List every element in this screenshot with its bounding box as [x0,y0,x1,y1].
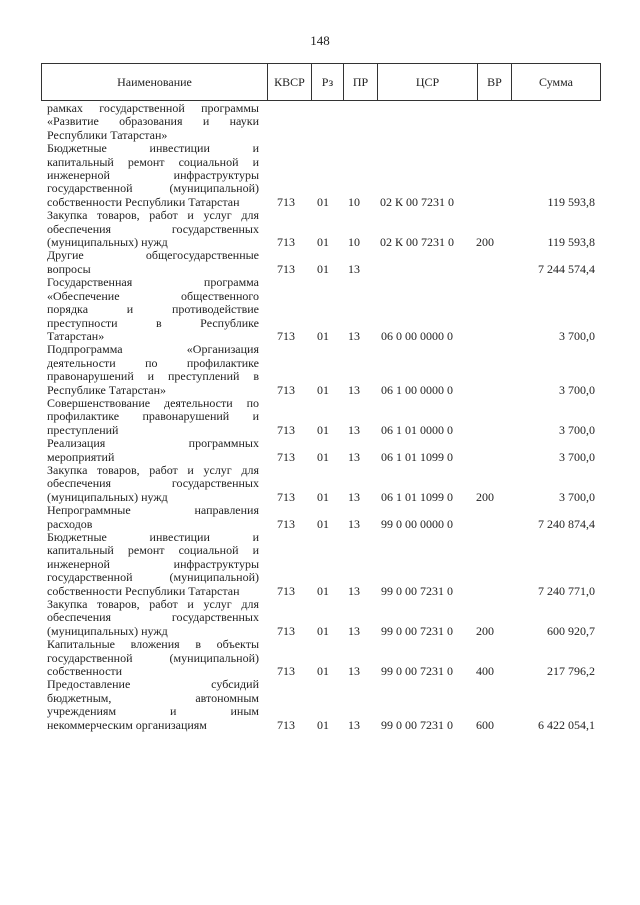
row-name-line: деятельности по профилактике [47,355,259,370]
row-name-line: (муниципальных) нужд [47,623,168,638]
header-rz: Рз [312,64,344,100]
row-name [47,464,259,504]
row-csr: 99 0 00 7231 0 [381,664,453,679]
row-name-line: Республике Татарстан» [47,382,167,397]
row-pr: 13 [348,449,360,464]
row-sum: 217 796,2 [547,664,595,679]
row-name-line: государственной (муниципальной) [47,181,259,196]
row-vr: 400 [476,664,494,679]
row-vr: 200 [476,235,494,250]
row-name-line: преступности в Республике [47,315,259,330]
row-sum: 6 422 054,1 [538,717,595,732]
row-rz: 01 [317,489,329,504]
row-name-line: собственности [47,664,123,679]
table-row [0,249,640,276]
row-csr: 99 0 00 7231 0 [381,623,453,638]
row-name-line: обеспечения государственных [47,610,259,625]
row-csr: 02 К 00 7231 0 [379,235,454,250]
table-row [0,598,640,638]
row-kvsr: 713 [277,382,295,397]
row-name-line: некоммерческим организациям [47,717,207,732]
row-csr: 99 0 00 7231 0 [381,583,453,598]
row-name-line: Реализация программных [47,436,259,451]
row-pr: 13 [348,489,360,504]
row-csr: 06 1 01 1099 0 [381,449,453,464]
row-kvsr: 713 [277,449,295,464]
table-row [0,209,640,249]
row-name [47,343,259,397]
row-name-line: порядка и противодействие [47,302,259,317]
row-rz: 01 [317,194,329,209]
row-csr: 06 1 00 0000 0 [381,382,453,397]
row-kvsr: 713 [277,422,295,437]
row-kvsr: 713 [277,664,295,679]
row-sum: 7 240 874,4 [538,516,595,531]
row-name-line: вопросы [47,261,91,276]
row-pr: 13 [348,261,360,276]
row-sum: 119 593,8 [547,194,595,209]
row-sum: 119 593,8 [547,235,595,250]
row-name-line: профилактике правонарушений и [47,409,259,424]
header-csr: ЦСР [378,64,478,100]
row-name-line: собственности Республики Татарстан [47,194,240,209]
row-name [47,249,259,276]
row-name-line: Татарстан» [47,328,105,343]
row-name-line: капитальный ремонт социальной и [47,154,259,169]
row-name-line: Бюджетные инвестиции и [47,141,259,156]
row-name [47,437,259,464]
row-name-line: (муниципальных) нужд [47,235,168,250]
row-rz: 01 [317,382,329,397]
table-row [0,464,640,504]
row-name-line: инженерной инфраструктуры [47,168,259,183]
table-header [41,63,601,101]
row-rz: 01 [317,664,329,679]
row-sum: 600 920,7 [547,623,595,638]
table-row [0,437,640,464]
row-pr: 13 [348,717,360,732]
row-name [47,397,259,437]
row-name [47,598,259,638]
row-name-line: рамках государственной программы [47,101,259,115]
table-row [0,638,640,678]
table-row [0,397,640,437]
row-pr: 13 [348,516,360,531]
row-pr: 13 [348,422,360,437]
row-name-line: расходов [47,516,93,531]
row-pr: 13 [348,664,360,679]
row-name-line: капитальный ремонт социальной и [47,543,259,558]
row-name [47,209,259,249]
row-name-line: Другие общегосударственные [47,248,259,263]
row-sum: 3 700,0 [559,328,595,343]
row-name-line: Непрограммные направления [47,503,259,518]
table-row [0,531,640,598]
row-csr: 06 1 01 1099 0 [381,489,453,504]
row-sum: 3 700,0 [559,382,595,397]
row-name-line: Государственная программа [47,275,259,290]
row-name-line: мероприятий [47,449,115,464]
row-kvsr: 713 [277,516,295,531]
row-name [47,638,259,678]
row-csr: 06 0 00 0000 0 [381,328,453,343]
row-name-line: обеспечения государственных [47,476,259,491]
row-vr: 200 [476,489,494,504]
row-pr: 13 [348,382,360,397]
row-name [47,276,259,343]
row-kvsr: 713 [277,717,295,732]
row-name-line: собственности Республики Татарстан [47,583,240,598]
header-vr: ВР [478,64,512,100]
table-row [0,504,640,531]
table-row [0,678,640,732]
row-pr: 13 [348,623,360,638]
page-number: 148 [310,33,330,48]
row-rz: 01 [317,422,329,437]
row-name-line: Предоставление субсидий [47,677,259,692]
header-sum: Сумма [539,75,573,89]
row-kvsr: 713 [277,235,295,250]
row-name-line: (муниципальных) нужд [47,489,168,504]
row-kvsr: 713 [277,623,295,638]
row-sum: 7 240 771,0 [538,583,595,598]
row-name [47,102,259,142]
row-sum: 3 700,0 [559,449,595,464]
row-name-line: инженерной инфраструктуры [47,556,259,571]
row-sum: 3 700,0 [559,422,595,437]
row-vr: 600 [476,717,494,732]
row-rz: 01 [317,235,329,250]
table-body [0,102,640,732]
row-csr: 06 1 01 0000 0 [381,422,453,437]
row-rz: 01 [317,261,329,276]
row-rz: 01 [317,717,329,732]
row-name-line: Республики Татарстан» [47,127,168,142]
row-kvsr: 713 [277,194,295,209]
row-csr: 02 К 00 7231 0 [379,194,454,209]
row-name [47,678,259,732]
row-rz: 01 [317,623,329,638]
row-sum: 3 700,0 [559,489,595,504]
row-rz: 01 [317,516,329,531]
row-name-line: Совершенствование деятельности по [47,395,259,410]
row-kvsr: 713 [277,583,295,598]
header-kvsr: КВСР [268,64,312,100]
row-name-line: «Развитие образования и науки [47,114,259,129]
row-name [47,531,259,598]
row-pr: 10 [348,194,360,209]
row-name-line: преступлений [47,422,119,437]
header-pr: ПР [344,64,378,100]
row-name-line: Бюджетные инвестиции и [47,530,259,544]
row-sum: 7 244 574,4 [538,261,595,276]
row-name-line: обеспечения государственных [47,221,259,236]
row-name-line: Закупка товаров, работ и услуг для [47,462,259,477]
row-rz: 01 [317,449,329,464]
row-name [47,142,259,209]
table-row [0,343,640,397]
table-row [0,276,640,343]
row-name-line: Подпрограмма «Организация [47,342,259,357]
row-kvsr: 713 [277,328,295,343]
row-name-line: государственной (муниципальной) [47,650,259,665]
row-name-line: Закупка товаров, работ и услуг для [47,208,259,223]
row-name-line: Закупка товаров, работ и услуг для [47,597,259,612]
row-vr: 200 [476,623,494,638]
row-rz: 01 [317,583,329,598]
row-name-line: Капитальные вложения в объекты [47,637,259,652]
row-pr: 13 [348,583,360,598]
row-kvsr: 713 [277,261,295,276]
row-pr: 13 [348,328,360,343]
row-rz: 01 [317,328,329,343]
header-name: Наименование [42,64,268,100]
row-name-line: учреждениям и иным [47,704,259,719]
row-pr: 10 [348,235,360,250]
table-row [0,142,640,209]
row-name-line: «Обеспечение общественного [47,288,259,303]
row-kvsr: 713 [277,489,295,504]
row-csr: 99 0 00 7231 0 [381,717,453,732]
table-row [0,102,640,142]
row-name-line: бюджетным, автономным [47,690,259,705]
row-name-line: государственной (муниципальной) [47,570,259,585]
row-name-line: правонарушений и преступлений в [47,369,259,384]
row-csr: 99 0 00 0000 0 [381,516,453,531]
row-name [47,504,259,531]
